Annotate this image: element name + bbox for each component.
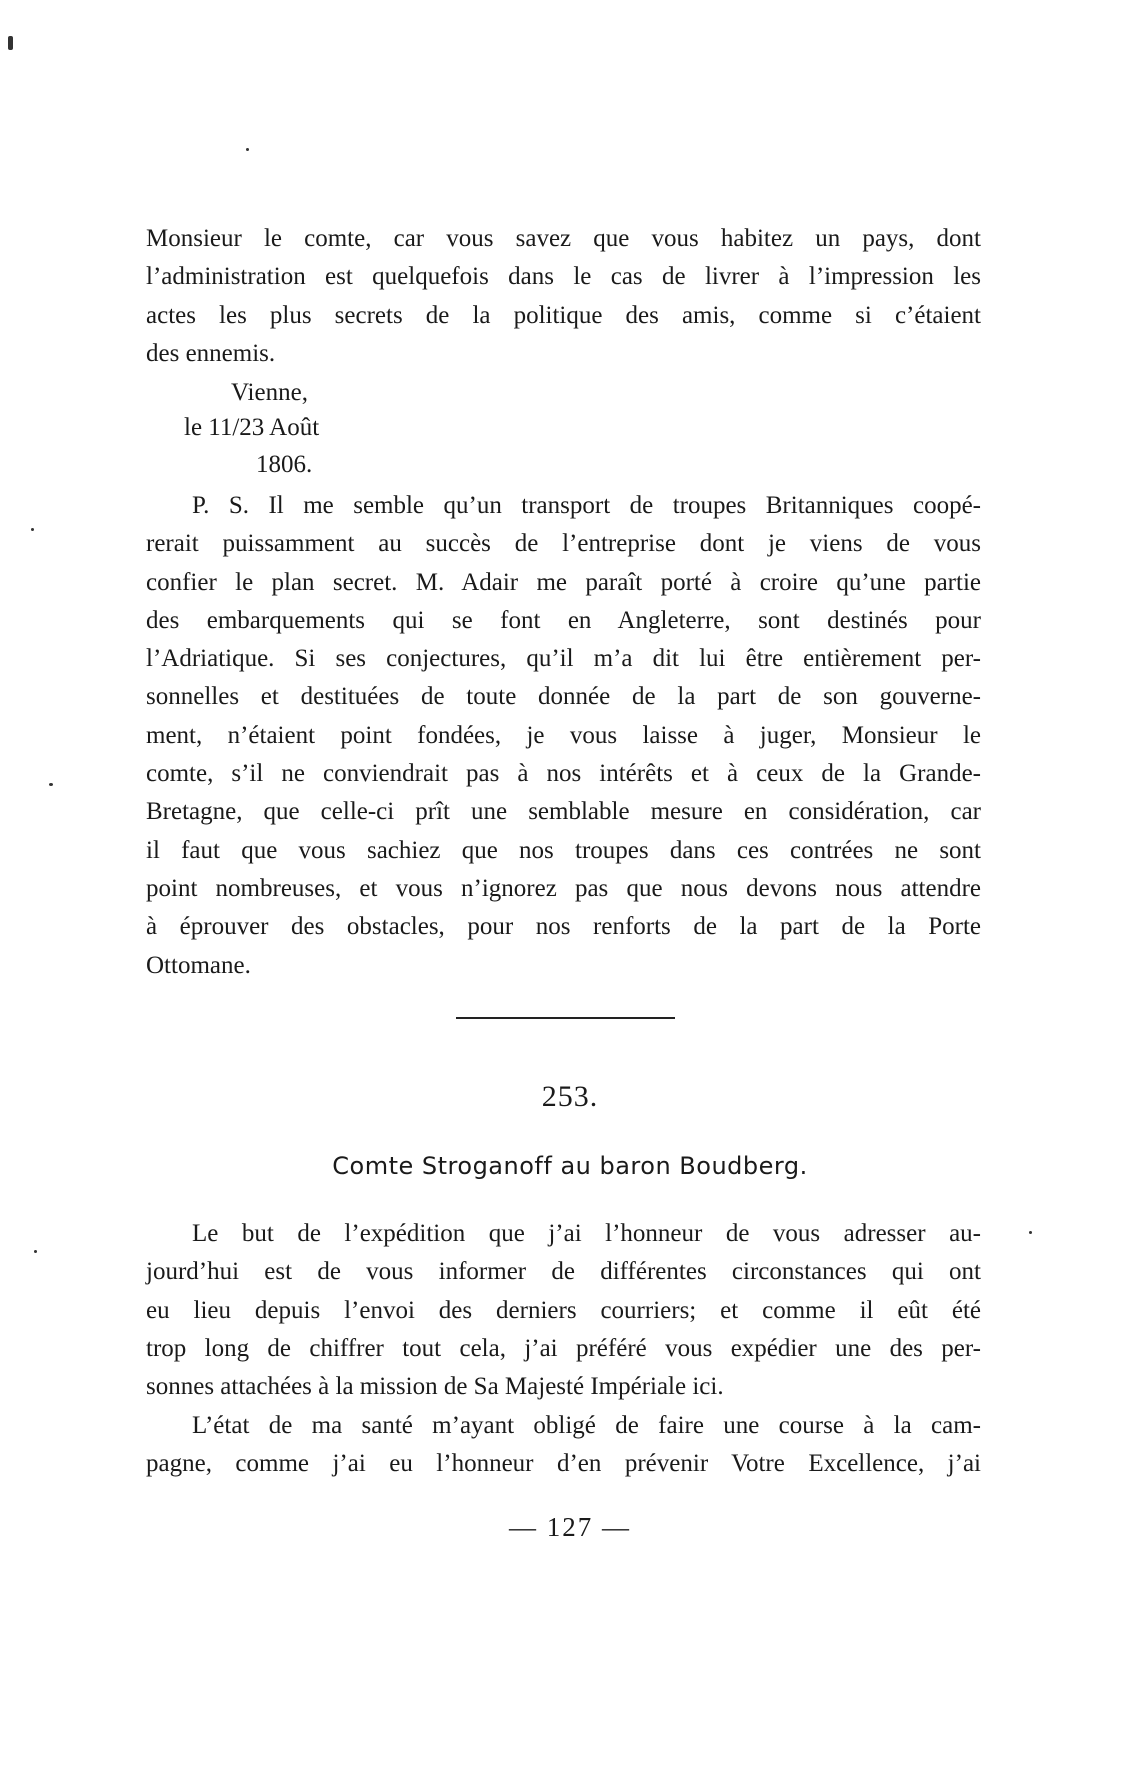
- text-line: point nombreuses, et vous n’ignorez pas que nous devons nous attendre: [146, 874, 981, 902]
- text-line: Monsieur le comte, car vous savez que vous habitez un pays, dont: [146, 225, 981, 252]
- body-paragraph-2: [146, 1407, 981, 1484]
- text-line: actes les plus secrets de la politique des amis, comme si c’étaient: [146, 301, 981, 329]
- text-line: ment, n’étaient point fondées, je vous laisse à juger, Monsieur le: [146, 721, 981, 749]
- text-line: sonnelles et destituées de toute donnée de la part de son gouverne-: [146, 683, 981, 711]
- text-line: P. S. Il me semble qu’un transport de troupes Britanniques coopé-: [192, 492, 981, 519]
- text-line: confier le plan secret. M. Adair me paraît porté à croire qu’une partie: [146, 568, 981, 596]
- body-paragraph-1: [146, 1215, 981, 1406]
- text-line: des embarquements qui se font en Angleterre, sont destinés pour: [146, 606, 981, 634]
- document-number: 253.: [541, 1080, 599, 1113]
- text-line: eu lieu depuis l’envoi des derniers courriers; et comme il eût été: [146, 1296, 981, 1324]
- scan-speck: [8, 36, 13, 50]
- text-line: Ottomane.: [146, 951, 251, 979]
- text-line: à éprouver des obstacles, pour nos renforts de la part de la Porte: [146, 913, 981, 941]
- signature-date: le 11/23 Août: [184, 414, 320, 441]
- text-line: l’administration est quelquefois dans le cas de livrer à l’impression les: [146, 263, 981, 291]
- document-title: Comte Stroganoff au baron Boudberg.: [332, 1152, 808, 1180]
- intro-paragraph: [146, 220, 981, 373]
- text-line: l’Adriatique. Si ses conjectures, qu’il m’a dit lui être entièrement per-: [146, 645, 981, 673]
- text-line: il faut que vous sachiez que nos troupes dans ces contrées ne sont: [146, 836, 981, 864]
- page-number: — 127 —: [509, 1512, 631, 1542]
- text-line: jourd’hui est de vous informer de différentes circonstances qui ont: [146, 1258, 981, 1286]
- scan-speck: [31, 528, 34, 531]
- text-line: trop long de chiffrer tout cela, j’ai préféré vous expédier une des per-: [146, 1334, 981, 1362]
- postscript-paragraph: [146, 487, 981, 985]
- text-line: sonnes attachées à la mission de Sa Majesté Impériale ici.: [146, 1373, 724, 1401]
- text-line: Le but de l’expédition que j’ai l’honneur de vous adresser au-: [192, 1220, 981, 1247]
- text-line: L’état de ma santé m’ayant obligé de faire une course à la cam-: [192, 1412, 981, 1439]
- signature-place: Vienne,: [231, 379, 308, 406]
- section-divider: [456, 1017, 675, 1019]
- text-line: comte, s’il ne conviendrait pas à nos intérêts et à ceux de la Grande-: [146, 760, 981, 788]
- scan-speck: [246, 148, 249, 151]
- scan-speck: [34, 1250, 37, 1253]
- text-line: Bretagne, que celle-ci prît une semblable mesure en considération, car: [146, 798, 981, 826]
- signature-year: 1806.: [256, 451, 313, 478]
- text-line: des ennemis.: [146, 339, 276, 367]
- scan-speck: [49, 783, 53, 786]
- text-line: pagne, comme j’ai eu l’honneur d’en prévenir Votre Excellence, j’ai: [146, 1450, 981, 1478]
- text-line: rerait puissamment au succès de l’entreprise dont je viens de vous: [146, 530, 981, 558]
- scan-speck: [1029, 1231, 1032, 1234]
